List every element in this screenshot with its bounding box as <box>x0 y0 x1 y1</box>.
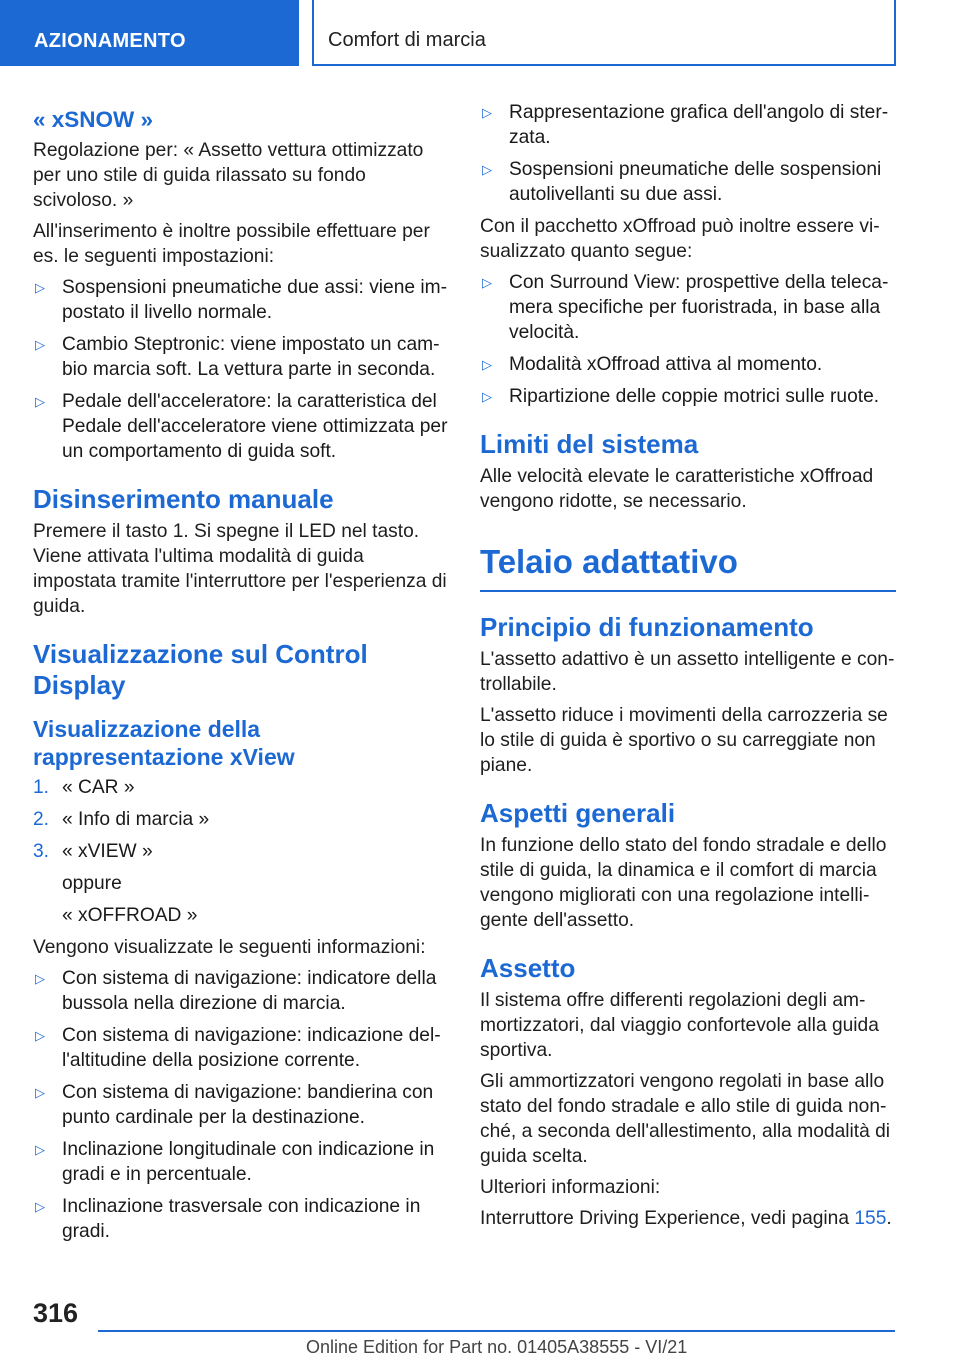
section-heading-disinserimento: Disinserimento manuale <box>33 484 334 514</box>
display-items-list <box>480 100 896 207</box>
triangle-bullet-icon: ▷ <box>35 394 45 409</box>
triangle-bullet-icon: ▷ <box>35 280 45 295</box>
list-item: ▷ Inclinazione longitudinale con indicazione in gradi e in percentuale. <box>35 1139 435 1185</box>
disinserimento-text: Premere il tasto 1. Si spegne il LED nel tasto. Viene attivata l'ultima modalità di guida impostata tramite l'interruttore per l'esperienza di guida. <box>33 521 447 617</box>
triangle-bullet-icon: ▷ <box>482 162 492 177</box>
triangle-bullet-icon: ▷ <box>35 1199 45 1214</box>
triangle-bullet-icon: ▷ <box>35 1085 45 1100</box>
section-heading-limiti: Limiti del sistema <box>480 429 699 459</box>
cross-reference: Interruttore Driving Experience, vedi pagina 155. <box>480 1208 892 1229</box>
triangle-bullet-icon: ▷ <box>482 389 492 404</box>
page-header <box>0 0 960 66</box>
list-item: ▷ Con sistema di navigazione: bandierina con punto cardinale per la destinazione. <box>35 1082 434 1128</box>
list-item: ▷ Inclinazione trasversale con indicazione in gradi. <box>35 1196 421 1242</box>
triangle-bullet-icon: ▷ <box>35 1142 45 1157</box>
info-intro: Vengono visualizzate le seguenti informazioni: <box>33 937 426 958</box>
list-item: ▷ Rappresentazione grafica dell'angolo di sterzata. <box>482 102 889 148</box>
list-item: ▷ Ripartizione delle coppie motrici sulle ruote. <box>482 386 880 407</box>
list-item: ▷ Sospensioni pneumatiche delle sospensioni autolivellanti su due assi. <box>482 159 882 205</box>
xsnow-settings-list <box>33 275 449 464</box>
list-item: ▷ Sospensioni pneumatiche due assi: viene impostato il livello normale. <box>35 277 448 323</box>
xsnow-heading: « xSNOW » <box>33 107 154 132</box>
step-item: 2. « Info di marcia » <box>33 809 210 830</box>
section-heading-aspetti: Aspetti generali <box>480 798 676 828</box>
triangle-bullet-icon: ▷ <box>35 971 45 986</box>
step-alternative: « xOFFROAD » <box>62 905 198 926</box>
footer-divider <box>98 1330 895 1332</box>
triangle-bullet-icon: ▷ <box>482 105 492 120</box>
left-column <box>33 100 449 1251</box>
step-item: 3. « xVIEW » <box>33 841 153 862</box>
list-item: ▷ Con Surround View: prospettive della telecamera specifiche per fuoristrada, in base alla velocità. <box>482 272 889 343</box>
list-item: ▷ Modalità xOffroad attiva al momento. <box>482 354 823 375</box>
principio-paragraph-2: L'assetto riduce i movimenti della carrozzeria se lo stile di guida è sportivo o su carreggiate non piane. <box>480 705 888 776</box>
subsection-heading-xview: Visualizzazione della rappresentazione xView <box>33 716 295 770</box>
step-item: 1. « CAR » <box>33 777 135 798</box>
triangle-bullet-icon: ▷ <box>482 275 492 290</box>
aspetti-text: In funzione dello stato del fondo stradale e dello stile di guida, la dinamica e il comfort di marcia vengono migliorati con una regolazione intelligente dell'assetto. <box>480 835 887 931</box>
info-list <box>33 966 449 1244</box>
list-item: ▷ Cambio Steptronic: viene impostato un cambio marcia soft. La vettura parte in seconda. <box>35 334 440 380</box>
triangle-bullet-icon: ▷ <box>35 1028 45 1043</box>
page-number: 316 <box>33 1298 79 1328</box>
list-item: ▷ Con sistema di navigazione: indicazione dell'altitudine della posizione corrente. <box>35 1025 441 1071</box>
triangle-bullet-icon: ▷ <box>482 357 492 372</box>
step-alternative-or: oppure <box>62 873 122 894</box>
principio-paragraph-1: L'assetto adattivo è un assetto intelligente e controllabile. <box>480 649 895 695</box>
xsnow-description: Regolazione per: « Assetto vettura ottimizzato per uno stile di guida rilassato su fondo scivoloso. » <box>33 140 424 211</box>
offroad-intro: Con il pacchetto xOffroad può inoltre essere visualizzato quanto segue: <box>480 216 880 262</box>
chapter-heading-telaio: Telaio adattativo <box>480 542 896 592</box>
section-tab[interactable]: AZIONAMENTO <box>0 0 299 66</box>
assetto-paragraph-1: Il sistema offre differenti regolazioni degli ammortizzatori, dal viaggio confortevole alla guida sportiva. <box>480 990 879 1061</box>
list-item: ▷ Pedale dell'acceleratore: la caratteristica del Pedale dell'acceleratore viene ottimizzata per un comportamento di guida soft. <box>35 391 448 462</box>
offroad-items-list <box>480 270 896 409</box>
steps-list <box>33 775 449 864</box>
chapter-tab[interactable]: Comfort di marcia <box>312 0 896 66</box>
assetto-paragraph-2: Gli ammortizzatori vengono regolati in base allo stato del fondo stradale e allo stile di guida nonché, a seconda dell'allestimento, alla modalità di guida scelta. <box>480 1071 891 1167</box>
limiti-text: Alle velocità elevate le caratteristiche xOffroad vengono ridotte, se necessario. <box>480 466 874 512</box>
page-link[interactable]: 155 <box>854 1208 887 1229</box>
section-heading-visualizzazione: Visualizzazione sul Control Display <box>33 639 368 700</box>
section-heading-principio: Principio di funzionamento <box>480 612 814 642</box>
triangle-bullet-icon: ▷ <box>35 337 45 352</box>
more-info-label: Ulteriori informazioni: <box>480 1177 661 1198</box>
right-column <box>480 100 896 1237</box>
list-item: ▷ Con sistema di navigazione: indicatore della bussola nella direzione di marcia. <box>35 968 437 1014</box>
section-heading-assetto: Assetto <box>480 953 576 983</box>
edition-label: Online Edition for Part no. 01405A38555 - VI/21 <box>306 1337 688 1357</box>
xsnow-intro: All'inserimento è inoltre possibile effettuare per es. le seguenti impostazioni: <box>33 221 430 267</box>
